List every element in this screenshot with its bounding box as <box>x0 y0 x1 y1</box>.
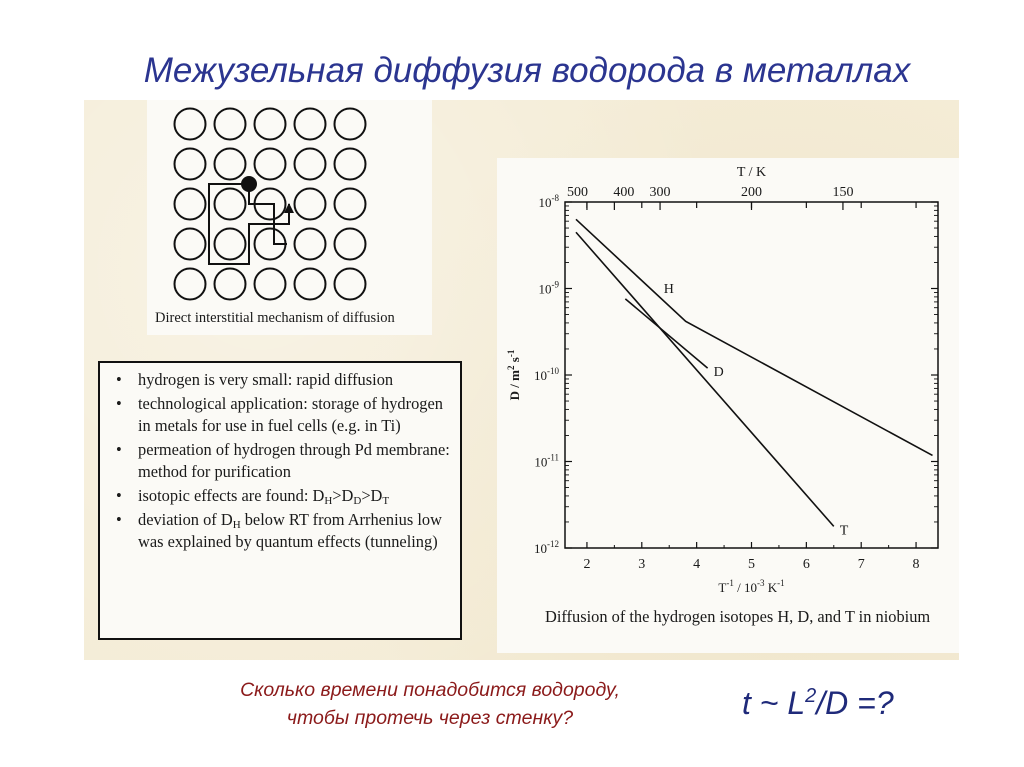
formula <box>742 685 894 722</box>
bullet-text: isotopic effects are found: D <box>138 486 325 505</box>
bullet-item <box>110 485 452 507</box>
bullet-text: >D <box>332 486 354 505</box>
diffusion-path <box>209 184 289 264</box>
slide-title: Межузельная диффузия водорода в металлах <box>92 42 962 100</box>
x-axis-label: $T^{-1} / 10^{-3}$ $K^{-1}$ <box>718 578 785 595</box>
lattice-atom <box>215 229 246 260</box>
series-line-T <box>576 232 834 526</box>
bullet-text: >D <box>361 486 383 505</box>
subscript: T <box>382 495 390 507</box>
y-tick-label: $10^{-8}$ <box>538 193 559 210</box>
y-tick-label: $10^{-9}$ <box>538 279 559 297</box>
question-text <box>160 676 700 732</box>
bullet-item <box>110 369 452 391</box>
chart-caption: Diffusion of the hydrogen isotopes H, D, and T in niobium <box>545 607 931 626</box>
subscript: H <box>232 519 241 531</box>
series-label-D: D <box>713 365 724 381</box>
lattice-atom <box>215 189 246 220</box>
lattice-atom <box>295 229 326 260</box>
series-label-H: H <box>663 281 674 297</box>
lattice-atom <box>335 269 366 300</box>
formula-exponent: 2 <box>805 685 817 707</box>
series-line-D <box>625 299 707 368</box>
formula-sim: ~ <box>759 685 779 721</box>
subscript: D <box>353 495 362 507</box>
lattice-atom <box>255 109 286 140</box>
lattice-atom <box>295 149 326 180</box>
bullet-text: hydrogen is very small: rapid diffusion <box>138 370 394 389</box>
lattice-atom <box>335 189 366 220</box>
top-axis-label: T / K <box>736 165 767 180</box>
lattice-atom <box>255 149 286 180</box>
bullet-item <box>110 509 452 553</box>
lattice-atom <box>295 189 326 220</box>
formula-rest: /D =? <box>816 685 894 721</box>
bullet-text: technological application: storage of hydrogen in metals for use in fuel cells (e.g. in Ti) <box>138 394 443 435</box>
bullet-box <box>98 361 462 640</box>
bullet-text: deviation of D <box>138 510 233 529</box>
top-tick-label: 150 <box>832 185 854 200</box>
x-tick-label: 2 <box>583 557 591 572</box>
lattice-atom <box>295 109 326 140</box>
series-label-T: T <box>839 523 849 539</box>
top-tick-label: 400 <box>613 185 635 200</box>
question-line-1: Сколько времени понадобится водороду, <box>240 679 620 701</box>
y-axis-label: D / $m^2$ $s^{-1}$ <box>506 349 522 401</box>
lattice-caption: Direct interstitial mechanism of diffusion <box>155 310 395 326</box>
lattice-atom <box>175 189 206 220</box>
plot-frame <box>565 202 938 548</box>
top-tick-label: 500 <box>566 185 588 200</box>
bullet-text: below RT from Arrhenius low was explained by quantum effects (tunneling) <box>138 510 442 551</box>
formula-L: L <box>787 685 806 721</box>
x-tick-label: 5 <box>748 557 755 572</box>
formula-t: t <box>742 685 751 721</box>
series-line-H <box>576 219 933 455</box>
hydrogen-atom <box>241 176 257 192</box>
lattice-atom <box>295 269 326 300</box>
question-line-2: чтобы протечь через стенку? <box>286 707 574 729</box>
y-tick-label: $10^{-12}$ <box>534 539 559 556</box>
lattice-atom <box>255 269 286 300</box>
x-tick-label: 7 <box>857 557 865 572</box>
x-tick-label: 6 <box>802 557 810 572</box>
lattice-atom <box>175 149 206 180</box>
lattice-atom <box>215 149 246 180</box>
bullet-list <box>110 369 452 553</box>
lattice-atom <box>215 269 246 300</box>
bullet-text: permeation of hydrogen through Pd membrane: method for purification <box>138 440 450 481</box>
y-tick-label: $10^{-10}$ <box>534 366 559 383</box>
diffusion-chart <box>497 158 959 608</box>
lattice-figure <box>147 100 432 335</box>
bullet-item <box>110 393 452 437</box>
x-tick-label: 3 <box>638 557 646 572</box>
x-tick-label: 8 <box>912 557 920 572</box>
y-tick-label: $10^{-11}$ <box>534 452 559 470</box>
lattice-atom <box>175 269 206 300</box>
lattice-atom <box>335 229 366 260</box>
bullet-item <box>110 439 452 483</box>
lattice-diagram <box>147 100 432 335</box>
lattice-atom <box>335 149 366 180</box>
lattice-atom <box>175 109 206 140</box>
x-tick-label: 4 <box>693 557 701 572</box>
lattice-atom <box>215 109 246 140</box>
chart-figure <box>497 158 959 653</box>
lattice-atom <box>335 109 366 140</box>
top-tick-label: 200 <box>741 185 762 200</box>
lattice-atom <box>175 229 206 260</box>
top-tick-label: 300 <box>649 185 671 200</box>
subscript: H <box>324 495 333 507</box>
